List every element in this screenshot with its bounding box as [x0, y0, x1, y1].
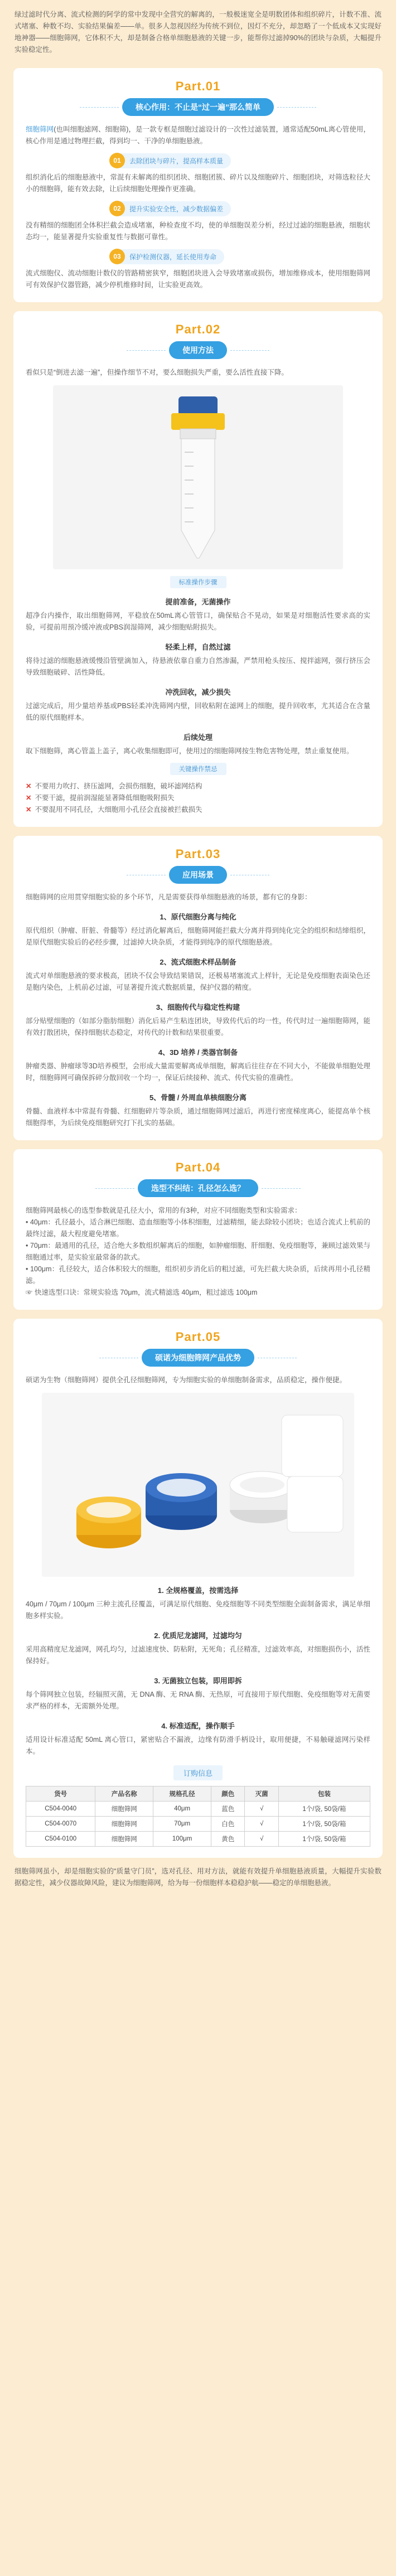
cross-icon: ✕ [26, 794, 32, 802]
size-item: • 70μm：最通用的孔径，适合绝大多数组织解离后的细胞，如肿瘤细胞、肝细胞、免疫细胞等，兼顾过滤效果与细胞通过率，是实验室最常备的款式。 [26, 1242, 370, 1261]
cell: C504-0100 [26, 1832, 95, 1847]
taboo-text: 不要混用不同孔径，大细胞用小孔径会直接被拦截损失 [35, 806, 202, 814]
col-header: 灭菌 [245, 1786, 278, 1802]
part2-label: Part.02 [175, 322, 221, 336]
cross-icon: ✕ [26, 782, 32, 790]
feat3-title: 3. 无菌独立包装，即用即拆 [154, 1677, 242, 1685]
scene1-text: 原代组织（肿瘤、肝脏、骨髓等）经过消化解离后，细胞筛网能拦截大分离并得到纯化完全的组织和结缔组织，是原代细胞实验后的必经步骤，过滤掉大块杂质，才能得到纯净的原代细胞悬液。 [26, 927, 370, 946]
taboo-text: 不要干滤，提前润湿能显著降低细胞吸附损失 [35, 794, 175, 802]
part1-para [26, 124, 370, 147]
strainer-yellow [76, 1497, 141, 1548]
cell: 1个/袋, 50袋/箱 [278, 1817, 370, 1832]
strainer-blue [146, 1473, 217, 1530]
cell: 黄色 [211, 1832, 245, 1847]
step1-title: 提前准备，无菌操作 [165, 598, 231, 606]
part4-title: 选型不纠结：孔径怎么选？ [138, 1179, 258, 1197]
table-row [26, 1802, 370, 1817]
scene1-title: 1、原代细胞分离与纯化 [160, 913, 236, 921]
pill-number: 03 [109, 249, 125, 264]
scene5-title: 5、骨髓 / 外周血单核细胞分离 [149, 1093, 247, 1102]
scene5-text: 骨髓、血液样本中常混有骨髓、红细胞碎片等杂质，通过细胞筛网过滤后，再进行密度梯度离心，能提高单个核细胞得率，为后续免疫细胞研究打下扎实的基础。 [26, 1107, 370, 1127]
part5-title: 硕诺为细胞筛网产品优势 [142, 1349, 254, 1367]
col-header: 货号 [26, 1786, 95, 1802]
taboo-tag: 关键操作禁忌 [170, 763, 226, 775]
size-text: 40μm：孔径最小，适合淋巴细胞、造血细胞等小体积细胞，过滤精细，能去除较小团块；也适合流式上机前的最终过滤，最大程度避免堵塞。 [26, 1218, 370, 1238]
feat4-text: 适用设计标准适配 50mL 离心管口，紧密贴合不漏液，边缘有防滑手柄设计，取用便捷，不易触碰滤网污染样本。 [26, 1736, 370, 1755]
feat1-title: 1. 全规格覆盖，按需选择 [157, 1586, 239, 1595]
strainer-products-illustration [42, 1393, 354, 1577]
section-part4 [13, 1149, 383, 1310]
taboo-text: 不要用力吹打、挤压滤网，会损伤细胞，破坏滤网结构 [35, 782, 202, 790]
tube-illustration [53, 385, 343, 569]
step4-title: 后续处理 [183, 733, 213, 742]
part1-title: 核心作用：不止是“过一遍”那么简单 [122, 98, 274, 116]
outro [0, 1858, 396, 1895]
cell: √ [245, 1832, 278, 1847]
strainer-white [230, 1471, 294, 1523]
cell: C504-0070 [26, 1817, 95, 1832]
part5-intro: 硕诺为生物（细胞筛网）提供全孔径细胞筛网，专为细胞实验的单细胞制备需求，品质稳定，操作便捷。 [26, 1376, 347, 1384]
step3-text: 过滤完成后，用少量培养基或PBS轻柔冲洗筛网内壁，回收粘附在滤网上的细胞，提升回收率，尤其适合在含量低的原代细胞样本。 [26, 702, 370, 722]
scene3-text: 部分贴壁细胞的（如部分脂肪细胞）消化后易产生粘连团块，导致传代后的均一性，传代时过一遍细胞筛网，能有效打散团块，保持细胞状态稳定，对传代的计数和结果很重要。 [26, 1017, 370, 1037]
step2-title: 轻柔上样，自然过滤 [165, 643, 231, 651]
cell: 细胞筛网 [95, 1832, 153, 1847]
part1-label: Part.01 [175, 79, 221, 93]
pill-number: 01 [109, 153, 125, 168]
part4-intro: 细胞筛网最核心的选型参数就是孔径大小，常用的有3种，对应不同细胞类型和实验需求： [26, 1207, 302, 1214]
item-text: 组织消化后的细胞悬液中，常混有未解离的组织团块、细胞团簇、碎片以及细胞碎片、细胞团块，对筛选粒径大小的细胞筛，能有效去除，让后续细胞处理操作更准确。 [26, 173, 370, 193]
feat1-text: 40μm / 70μm / 100μm 三种主流孔径覆盖，可满足原代细胞、免疫细胞等不同类型细胞全面制备需求，满足单细胞多样实验。 [26, 1600, 370, 1620]
cell: 细胞筛网 [95, 1802, 153, 1817]
section-part3 [13, 836, 383, 1140]
section-part5 [13, 1319, 383, 1858]
scene4-text: 肿瘤类器、肿瘤球等3D培养模型，会形成大量需要解离成单细胞，解离后往往存在不同大小，不能做单细胞处理时，细胞筛网可确保拆碎分散回收一个均一，保证后续接种、流式、传代实验的准确性。 [26, 1062, 370, 1082]
part2-title: 使用方法 [169, 341, 227, 359]
order-table [26, 1786, 370, 1847]
outro-text: 细胞筛网虽小，却是细胞实验的“质量守门员”，选对孔径、用对方法，就能有效提升单细胞悬液质量，大幅提升实验数据稳定性，减少仪器故障风险，建议为细胞筛网，给为每一份细胞样本稳稳护航——稳定的单细胞悬液。 [15, 1867, 381, 1887]
part3-title: 应用场景 [169, 866, 227, 884]
section-part2 [13, 311, 383, 827]
col-header: 颜色 [211, 1786, 245, 1802]
taboo-item [26, 781, 370, 792]
pill-label: 保护检测仪器，延长使用寿命 [119, 249, 224, 264]
cell: C504-0040 [26, 1802, 95, 1817]
part5-label: Part.05 [175, 1330, 221, 1344]
cell: √ [245, 1802, 278, 1817]
table-row [26, 1817, 370, 1832]
pill-label: 去除团块与碎片，提高样本质量 [119, 153, 231, 168]
order-info-title: 订购信息 [173, 1765, 223, 1780]
intro [0, 0, 396, 59]
product-photo [42, 1393, 354, 1577]
step2-text: 将待过滤的细胞悬液缓慢沿管壁滴加入，待悬液依靠自重力自然渗漏，严禁用枪头按压、搅拌滤网，强行挤压会导致细胞破碎、活性降低。 [26, 657, 370, 676]
packaging [282, 1415, 343, 1532]
feat3-text: 每个筛网独立包装，经辐照灭菌，无 DNA 酶、无 RNA 酶、无热原，可直接用于原代细胞、免疫细胞等对无菌要求严格的样本，无需额外处理。 [26, 1691, 370, 1710]
cell: √ [245, 1817, 278, 1832]
part1-item [26, 153, 370, 195]
item-text: 流式细胞仪、流动细胞计数仪的管路精密狭窄，细胞团块进入会导致堵塞或损伤，增加维修成本，使用细胞筛网可有效保护仪器管路，减少停机维修时间，让实验更高效。 [26, 269, 370, 289]
cell: 白色 [211, 1817, 245, 1832]
pill-label: 提升实验安全性，减少数据偏差 [119, 201, 231, 216]
steps-tag: 标准操作步骤 [170, 576, 226, 588]
step3-title: 冲洗回收，减少损失 [165, 688, 231, 696]
cross-icon: ✕ [26, 806, 32, 814]
feat4-title: 4. 标准适配，操作顺手 [161, 1722, 235, 1730]
table-row [26, 1832, 370, 1847]
part1-item [26, 249, 370, 291]
part1-para-text: (也叫细胞滤网、细胞筛)，是一款专框是细胞过滤设计的一次性过滤装置，通常适配50mL离心管使用，核心作用是通过物理拦截，得到均一、干净的单细胞悬液。 [26, 125, 370, 145]
part1-item [26, 201, 370, 243]
cell: 细胞筛网 [95, 1817, 153, 1832]
cell: 40μm [153, 1802, 211, 1817]
size-item: • 100μm：孔径较大，适合体积较大的细胞，组织初步消化后的粗过滤，可先拦截大块杂质，后续再用小孔径精滤。 [26, 1265, 370, 1285]
col-header: 产品名称 [95, 1786, 153, 1802]
size-item: • 40μm：孔径最小，适合淋巴细胞、造血细胞等小体积细胞，过滤精细，能去除较小团块；也适合流式上机前的最终过滤，最大程度避免堵塞。 [26, 1218, 370, 1238]
part4-label: Part.04 [175, 1160, 221, 1174]
cell: 蓝色 [211, 1802, 245, 1817]
scene2-title: 2、流式细胞术样品制备 [160, 958, 236, 966]
cell: 70μm [153, 1817, 211, 1832]
part3-label: Part.03 [175, 847, 221, 861]
pill-number: 02 [109, 201, 125, 216]
scene4-title: 4、3D 培养 / 类器官制备 [158, 1048, 238, 1057]
size-tip: ☞ 快速选型口诀：常规实验选 70μm，流式精滤选 40μm，粗过滤选 100μm [26, 1289, 258, 1296]
cell-strainer-tube-image [53, 385, 343, 569]
scene3-title: 3、细胞传代与稳定性构建 [156, 1003, 240, 1011]
feat2-text: 采用高精度尼龙滤网，网孔均匀，过滤速度快、防粘附，无死角；孔径精准，过滤效率高，对细胞损伤小，活性保持好。 [26, 1645, 370, 1665]
cell: 1个/袋, 50袋/箱 [278, 1832, 370, 1847]
size-text: 100μm：孔径较大，适合体积较大的细胞，组织初步消化后的粗过滤，可先拦截大块杂质，后续再用小孔径精滤。 [26, 1265, 370, 1285]
part1-highlight: 细胞筛网 [26, 125, 54, 133]
item-text: 没有精细的细胞团全体积拦截会造成堵塞，种检查度不均，使的单细胞误差分析，经过过滤的细胞悬液，细胞状态均一，能显著提升实验重复性与数据可靠性。 [26, 221, 370, 241]
size-text: 70μm：最通用的孔径，适合绝大多数组织解离后的细胞，如肿瘤细胞、肝细胞、免疫细胞等，兼顾过滤效果与细胞通过率，是实验室最常备的款式。 [26, 1242, 370, 1261]
scene2-text: 流式对单细胞悬液的要求极高，团块不仅会导致结果错误，还极易堵塞流式上样针，无论是免疫细胞表面染色还是胞内染色，上机前必过滤，可显著提升流式数据质量，保护仪器的精度。 [26, 972, 370, 991]
col-header: 包装 [278, 1786, 370, 1802]
intro-text: 绿过滤时代分离、流式检测的阿学的常中发现中全营究的解离的，一般极迷宽全是明数团体和组织碎片，计数不准、流式堵塞、种数不均、实验结果偏差——单。很多人忽视因经为传统不到位，因灯不充分，却忽略了一个低成本又实现好地神器——细胞筛网，它体积不大，却是制备合格单细胞悬液的关键一步，能帮你过滤掉90%的团块与杂质，大幅提升实验稳定性。 [15, 11, 381, 54]
step4-text: 取下细胞筛，离心管盖上盖子，离心收集细胞即可，使用过的细胞筛网按生物危害物处理，禁止重复使用。 [26, 747, 354, 755]
cell: 100μm [153, 1832, 211, 1847]
cell: 1个/袋, 50袋/箱 [278, 1802, 370, 1817]
step1-text: 超净台内操作，取出细胞筛网，平稳放在50mL离心管管口，确保贴合不晃动，如果是对细胞活性要求高的实验，可提前用预冷缓冲液或PBS润湿筛网，减少细胞贴附损失。 [26, 612, 370, 631]
col-header: 规格孔径 [153, 1786, 211, 1802]
table-header-row [26, 1786, 370, 1802]
taboo-item [26, 804, 370, 816]
part3-intro: 细胞筛网的应用贯穿细胞实验的多个环节，凡是需要获得单细胞悬液的场景，都有它的身影： [26, 893, 312, 901]
taboo-item [26, 792, 370, 804]
section-part1 [13, 68, 383, 302]
part2-intro: 看似只是“倒进去滤一遍”，但操作细节不对，要么细胞损失严重，要么活性直接下降。 [26, 369, 288, 376]
feat2-title: 2. 优质尼龙滤网，过滤均匀 [154, 1631, 242, 1640]
